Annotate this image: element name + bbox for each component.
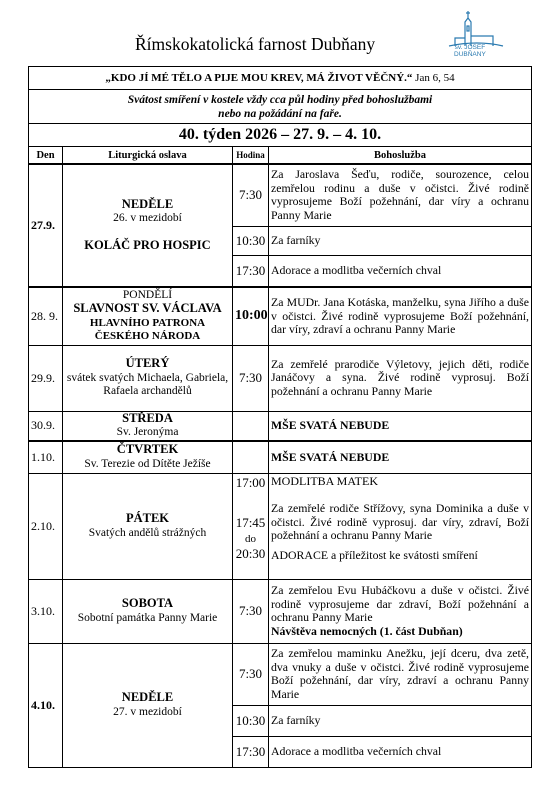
liturgy-note: KOLÁČ PRO HOSPIC (84, 238, 211, 252)
table-row (29, 287, 532, 345)
liturgy-day: NEDĚLE (121, 690, 174, 704)
liturgy-note: HLAVNÍHO PATRONA ČESKÉHO NÁRODA (89, 316, 206, 343)
day-date: 3.10. (29, 579, 63, 643)
day-date: 30.9. (29, 411, 63, 441)
col-service: Bohoslužba (269, 147, 532, 165)
liturgy-feast: 27. v mezidobí (113, 705, 182, 718)
liturgy-cell (63, 579, 233, 643)
liturgy-day: PONDĚLÍ (122, 288, 173, 301)
liturgy-day: PÁTEK (125, 511, 170, 525)
time-cell (233, 441, 269, 473)
service-cell: Za zemřelé prarodiče Výletovy, jejich děti, rodiče Janáčovy a syna. Živé rodině vyprosuj. Boží požehnání a ochranu Panny Marie (269, 345, 532, 411)
service-cell (269, 579, 532, 643)
day-date: 2.10. (29, 473, 63, 579)
service-cell: Za farníky (269, 226, 532, 255)
service-cell: MŠE SVATÁ NEBUDE (269, 411, 532, 441)
col-liturgy: Liturgická oslava (63, 147, 233, 165)
service-cell: Za zemřelou maminku Anežku, její dceru, dva zetě, dva vnuky a duše v očistci. Živé rodině vyprosujeme Boží požehnání, dar víry, zdraví a ochranu Panny Marie (269, 643, 532, 705)
day-date: 4.10. (29, 643, 63, 767)
day-date: 29.9. (29, 345, 63, 411)
liturgy-feast: SLAVNOST SV. VÁCLAVA (73, 301, 222, 316)
time-until: do (245, 532, 256, 545)
week-row (29, 124, 532, 147)
service-item: MODLITBA MATEK (271, 473, 378, 488)
time-cell: 17:30 (233, 255, 269, 287)
liturgy-day: ÚTERÝ (125, 356, 170, 371)
liturgy-feast: 26. v mezidobí (113, 212, 182, 224)
time-mass: 17:45 (235, 514, 266, 530)
day-date: 27.9. (29, 164, 63, 287)
service-cell: MŠE SVATÁ NEBUDE (269, 441, 532, 473)
liturgy-cell (63, 643, 233, 767)
day-date: 28. 9. (29, 287, 63, 345)
time-cell: 7:30 (233, 345, 269, 411)
liturgy-feast: Sv. Jeronýma (116, 426, 179, 439)
confession-line-1: Svátost smíření v kostele vždy cca půl hodiny před bohoslužbami (127, 93, 433, 106)
quote-text: „KDO JÍ MÉ TĚLO A PIJE MOU KREV, MÁ ŽIVOT VĚČNÝ.“ (105, 72, 413, 84)
service-item: ADORACE a příležitost ke svátosti smíření (271, 547, 478, 562)
quote-reference: Jan 6, 54 (415, 72, 455, 84)
table-row (29, 643, 532, 705)
time-cell: 7:30 (233, 643, 269, 705)
liturgy-cell (63, 164, 233, 287)
liturgy-day: ČTVRTEK (116, 442, 179, 457)
quote-row (29, 67, 532, 90)
col-hour: Hodina (233, 147, 269, 165)
table-row (29, 473, 532, 579)
liturgy-feast: svátek svatých Michaela, Gabriela, Rafaela archandělů (66, 371, 229, 398)
time-cell: 10:30 (233, 705, 269, 736)
liturgy-cell (63, 441, 233, 473)
confession-line-2: nebo na požádání na faře. (218, 107, 342, 120)
liturgy-day: STŘEDA (122, 410, 173, 425)
service-cell: Adorace a modlitba večerních chval (269, 736, 532, 767)
service-cell: Za farníky (269, 705, 532, 736)
time-cell: 7:30 (233, 579, 269, 643)
liturgy-cell (63, 473, 233, 579)
time-end: 20:30 (235, 545, 266, 561)
column-header-row (29, 147, 532, 165)
confession-row (29, 90, 532, 124)
schedule-table (28, 66, 532, 768)
liturgy-day: NEDĚLE (121, 196, 174, 211)
liturgy-cell (63, 287, 233, 345)
time-cell: 7:30 (233, 164, 269, 226)
time-cell: 17:30 (233, 736, 269, 767)
time-cell: 10:30 (233, 226, 269, 255)
service-item: Návštěva nemocných (1. část Dubňan) (271, 623, 463, 638)
liturgy-day: SOBOTA (121, 596, 174, 610)
table-row (29, 164, 532, 226)
service-cell: Za MUDr. Jana Kotáska, manželku, syna Jiřího a duše v očistci. Živé rodině vyprosujeme Boží požehnání, dar víry, zdraví a ochranu Panny Marie (269, 287, 532, 345)
liturgy-feast: Sv. Terezie od Dítěte Ježíše (84, 457, 211, 470)
col-day: Den (29, 147, 63, 165)
liturgy-feast: Svatých andělů strážných (88, 526, 207, 539)
liturgy-feast: Sobotní památka Panny Marie (77, 611, 218, 624)
service-item: Za zemřelou Evu Hubáčkovu a duše v očistci. Živé rodině vyprosujeme dar zdraví, Boží požehnání a ochranu Panny Marie (271, 583, 529, 624)
liturgy-cell (63, 345, 233, 411)
table-row (29, 411, 532, 441)
liturgy-cell (63, 411, 233, 441)
day-date: 1.10. (29, 441, 63, 473)
header (0, 0, 550, 66)
service-cell: Za Jaroslava Šeďu, rodiče, sourozence, celou zemřelou rodinu a duše v očistci. Živé rodině vyprosujeme Boží požehnání, dar víry a ochranu Panny Marie (269, 164, 532, 226)
time-start: 17:00 (235, 474, 266, 490)
page-title: Římskokatolická farnost Dubňany (135, 34, 376, 54)
table-row (29, 345, 532, 411)
time-cell (233, 411, 269, 441)
table-row (29, 441, 532, 473)
service-cell (269, 473, 532, 579)
logo-text: sv. JOSEF DUBŇANY (454, 44, 486, 58)
service-item: Za zemřelé rodiče Střížovy, syna Dominika a duše v očistci. Živé rodině vyprosuj. dar víry, zdraví, Boží požehnání a ochranu Panny Marie (271, 501, 529, 542)
time-cell: 10:00 (233, 287, 269, 345)
service-cell: Adorace a modlitba večerních chval (269, 255, 532, 287)
table-row (29, 579, 532, 643)
week-title: 40. týden 2026 – 27. 9. – 4. 10. (29, 124, 532, 147)
time-cell (233, 473, 269, 579)
